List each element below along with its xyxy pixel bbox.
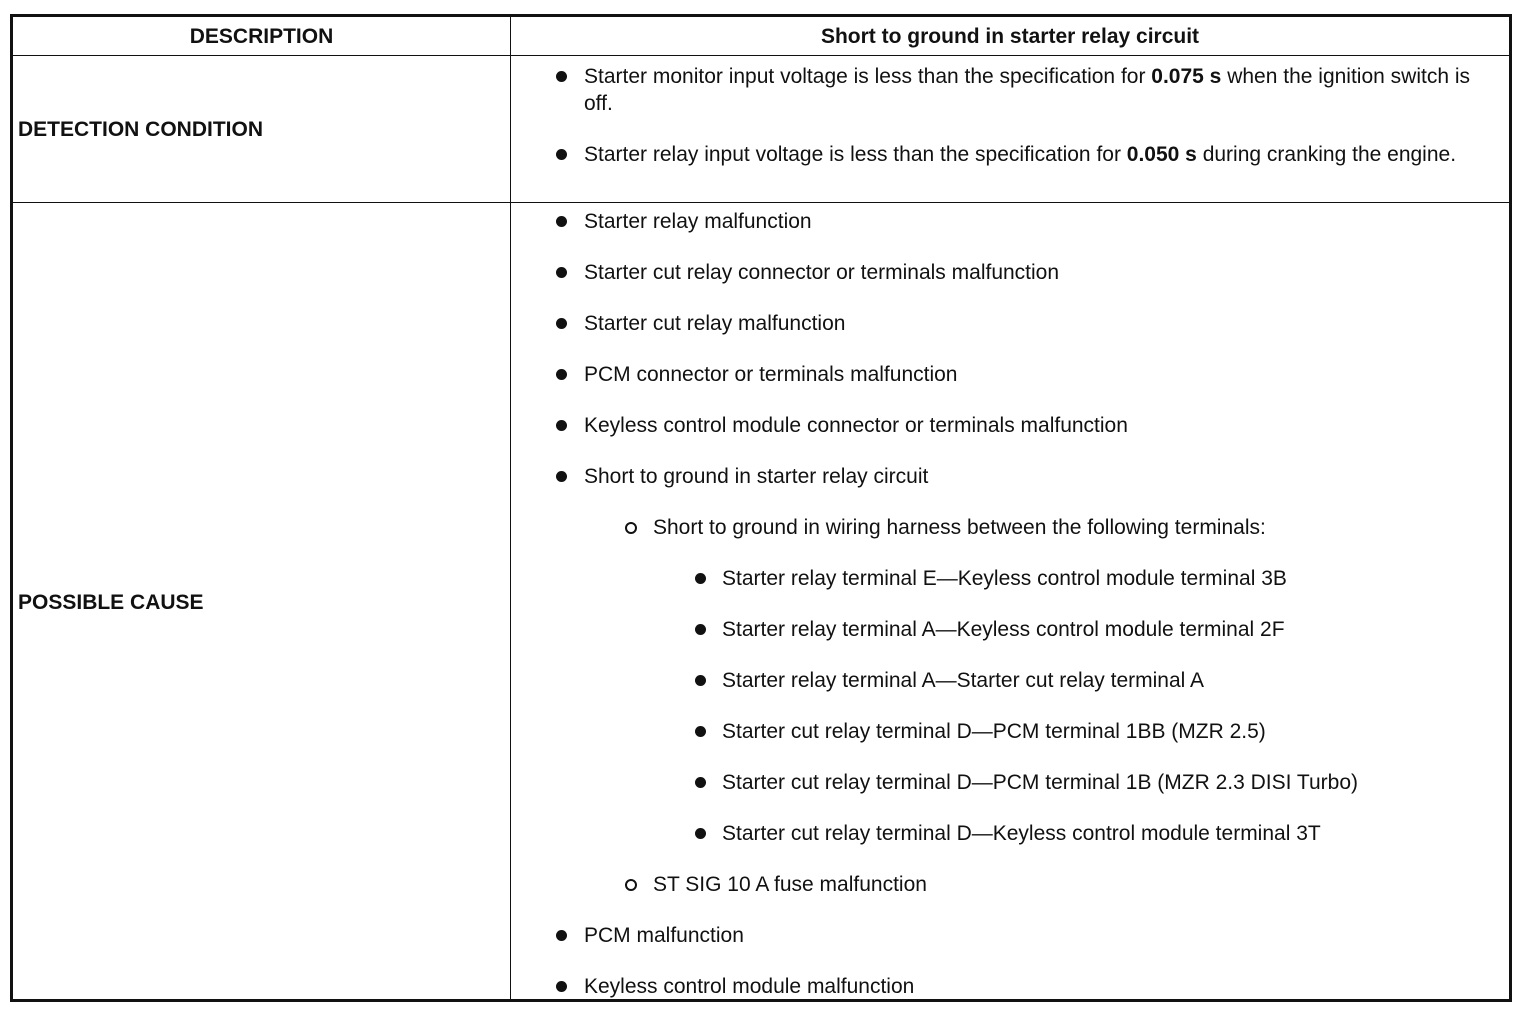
list-item: Keyless control module connector or terminals malfunction — [511, 412, 1499, 463]
possible-cause-list — [511, 208, 1499, 1024]
bullet-icon — [556, 267, 567, 278]
list-item: Starter monitor input voltage is less than the specification for 0.075 s when the ignition switch is off. — [511, 63, 1499, 117]
bullet-icon — [556, 318, 567, 329]
bullet-icon — [556, 216, 567, 227]
bullet-icon — [695, 828, 706, 839]
bullet-icon — [556, 930, 567, 941]
list-item: PCM malfunction — [511, 922, 1499, 973]
list-item: Short to ground in starter relay circuit — [511, 463, 1499, 514]
bullet-icon — [695, 624, 706, 635]
bullet-icon — [556, 471, 567, 482]
bullet-icon — [556, 420, 567, 431]
header-description: DESCRIPTION — [189, 25, 334, 48]
list-item: Starter relay terminal E—Keyless control module terminal 3B — [511, 565, 1499, 616]
header-title: Short to ground in starter relay circuit — [820, 25, 1200, 48]
list-item: Starter cut relay malfunction — [511, 310, 1499, 361]
list-item: Starter relay terminal A—Keyless control module terminal 2F — [511, 616, 1499, 667]
possible-cause-label: POSSIBLE CAUSE — [18, 591, 204, 614]
list-item: PCM connector or terminals malfunction — [511, 361, 1499, 412]
bullet-icon — [556, 149, 567, 160]
bullet-icon — [556, 981, 567, 992]
list-item: Starter cut relay terminal D—PCM terminal 1B (MZR 2.3 DISI Turbo) — [511, 769, 1499, 820]
list-item: Starter cut relay terminal D—Keyless control module terminal 3T — [511, 820, 1499, 871]
list-item: Starter relay terminal A—Starter cut relay terminal A — [511, 667, 1499, 718]
bullet-icon — [695, 675, 706, 686]
list-item: ST SIG 10 A fuse malfunction — [511, 871, 1499, 922]
list-item: Starter relay input voltage is less than the specification for 0.050 s during cranking the engine. — [511, 141, 1499, 168]
list-item: Starter relay malfunction — [511, 208, 1499, 259]
detection-condition-label: DETECTION CONDITION — [18, 118, 263, 141]
list-item: Starter cut relay connector or terminals malfunction — [511, 259, 1499, 310]
dtc-table — [10, 14, 1512, 1002]
bullet-icon — [695, 777, 706, 788]
detection-condition-list — [511, 63, 1499, 168]
hollow-bullet-icon — [625, 522, 637, 534]
list-item: Starter cut relay terminal D—PCM terminal 1BB (MZR 2.5) — [511, 718, 1499, 769]
header-divider — [13, 55, 1509, 56]
bullet-icon — [695, 573, 706, 584]
list-item: Keyless control module malfunction — [511, 973, 1499, 1024]
row-divider — [13, 202, 1509, 203]
bullet-icon — [695, 726, 706, 737]
hollow-bullet-icon — [625, 879, 637, 891]
list-item: Short to ground in wiring harness between the following terminals: — [511, 514, 1499, 565]
bullet-icon — [556, 71, 567, 82]
bullet-icon — [556, 369, 567, 380]
